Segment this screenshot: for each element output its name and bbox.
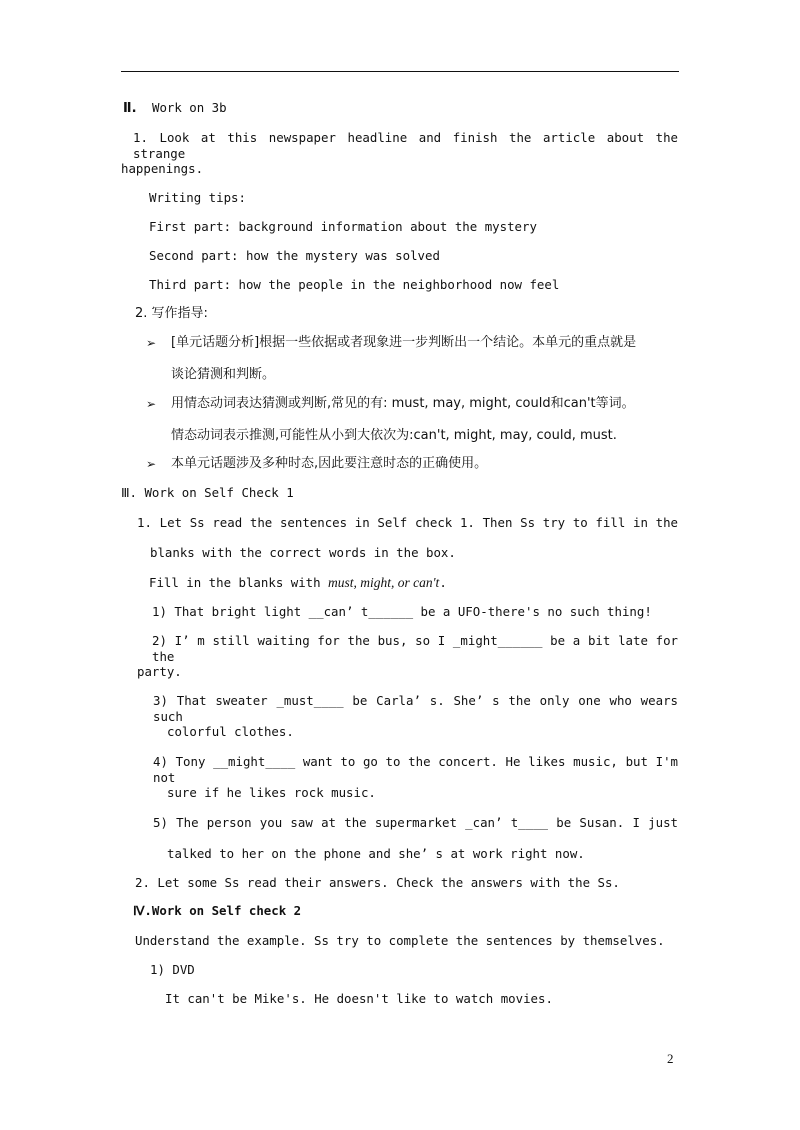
writing-tip-1: First part: background information about the mystery bbox=[149, 219, 537, 234]
writing-tip-2: Second part: how the mystery was solved bbox=[149, 248, 440, 263]
section-2-item-1-line-1: 1. Look at this newspaper headline and finish the article about the strange bbox=[133, 130, 678, 161]
question-4-line-2: sure if he likes rock music. bbox=[167, 785, 376, 800]
fill-instruction-prefix: Fill in the blanks with bbox=[149, 575, 329, 590]
question-5-line-1: 5) The person you saw at the supermarket _can’ t____ be Susan. I just bbox=[153, 815, 678, 830]
page-number: 2 bbox=[667, 1051, 674, 1066]
question-3-line-1: 3) That sweater _must____ be Carla’ s. She’ s the only one who wears such bbox=[153, 693, 678, 724]
question-5-line-2: talked to her on the phone and she’ s at work right now. bbox=[167, 846, 585, 861]
question-2-line-2: party. bbox=[137, 664, 182, 679]
question-2-line-1: 2) I’ m still waiting for the bus, so I _might______ be a bit late for the bbox=[152, 633, 678, 664]
section-2-item-2: 2. 写作指导: bbox=[135, 306, 208, 321]
section-3-item-2: 2. Let some Ss read their answers. Check the answers with the Ss. bbox=[135, 875, 620, 890]
arrow-bullet-icon: ➢ bbox=[146, 397, 157, 411]
section-4-heading: Ⅳ.Work on Self check 2 bbox=[133, 903, 302, 918]
section-2-heading bbox=[123, 100, 227, 117]
example-1-answer: It can't be Mike's. He doesn't like to watch movies. bbox=[165, 991, 553, 1006]
arrow-bullet-icon: ➢ bbox=[146, 336, 157, 350]
fill-instruction bbox=[149, 575, 447, 591]
bullet-2-line-1: 用情态动词表达猜测或判断,常见的有: must, may, might, could和can't等词。 bbox=[171, 396, 635, 411]
section-3-item-1-line-2: blanks with the correct words in the box. bbox=[150, 545, 456, 560]
example-1-label: 1) DVD bbox=[150, 962, 195, 977]
section-2-title: Work on 3b bbox=[151, 100, 227, 115]
bullet-2-line-2: 情态动词表示推测,可能性从小到大依次为:can't, might, may, could, must. bbox=[171, 428, 617, 443]
fill-instruction-words: must, might, or can't bbox=[328, 575, 440, 590]
question-3-line-2: colorful clothes. bbox=[167, 724, 294, 739]
question-1: 1) That bright light __can’ t______ be a UFO-there's no such thing! bbox=[152, 604, 652, 619]
writing-tip-3: Third part: how the people in the neighborhood now feel bbox=[149, 277, 560, 292]
fill-instruction-suffix: . bbox=[439, 575, 447, 590]
section-3-heading: Ⅲ. Work on Self Check 1 bbox=[121, 485, 294, 500]
writing-tips-title: Writing tips: bbox=[149, 190, 246, 205]
section-3-item-1-line-1: 1. Let Ss read the sentences in Self check 1. Then Ss try to fill in the bbox=[137, 515, 678, 530]
bullet-3: 本单元话题涉及多种时态,因此要注意时态的正确使用。 bbox=[171, 456, 488, 471]
arrow-bullet-icon: ➢ bbox=[146, 457, 157, 471]
section-2-item-1-line-2: happenings. bbox=[121, 161, 204, 176]
section-4-intro: Understand the example. Ss try to complete the sentences by themselves. bbox=[135, 933, 665, 948]
header-rule bbox=[121, 71, 679, 72]
bullet-1-line-1: [单元话题分析]根据一些依据或者现象进一步判断出一个结论。本单元的重点就是 bbox=[171, 335, 637, 350]
bullet-1-line-2: 谈论猜测和判断。 bbox=[171, 367, 276, 382]
section-2-numeral: Ⅱ. bbox=[123, 101, 137, 116]
question-4-line-1: 4) Tony __might____ want to go to the concert. He likes music, but I'm not bbox=[153, 754, 678, 785]
